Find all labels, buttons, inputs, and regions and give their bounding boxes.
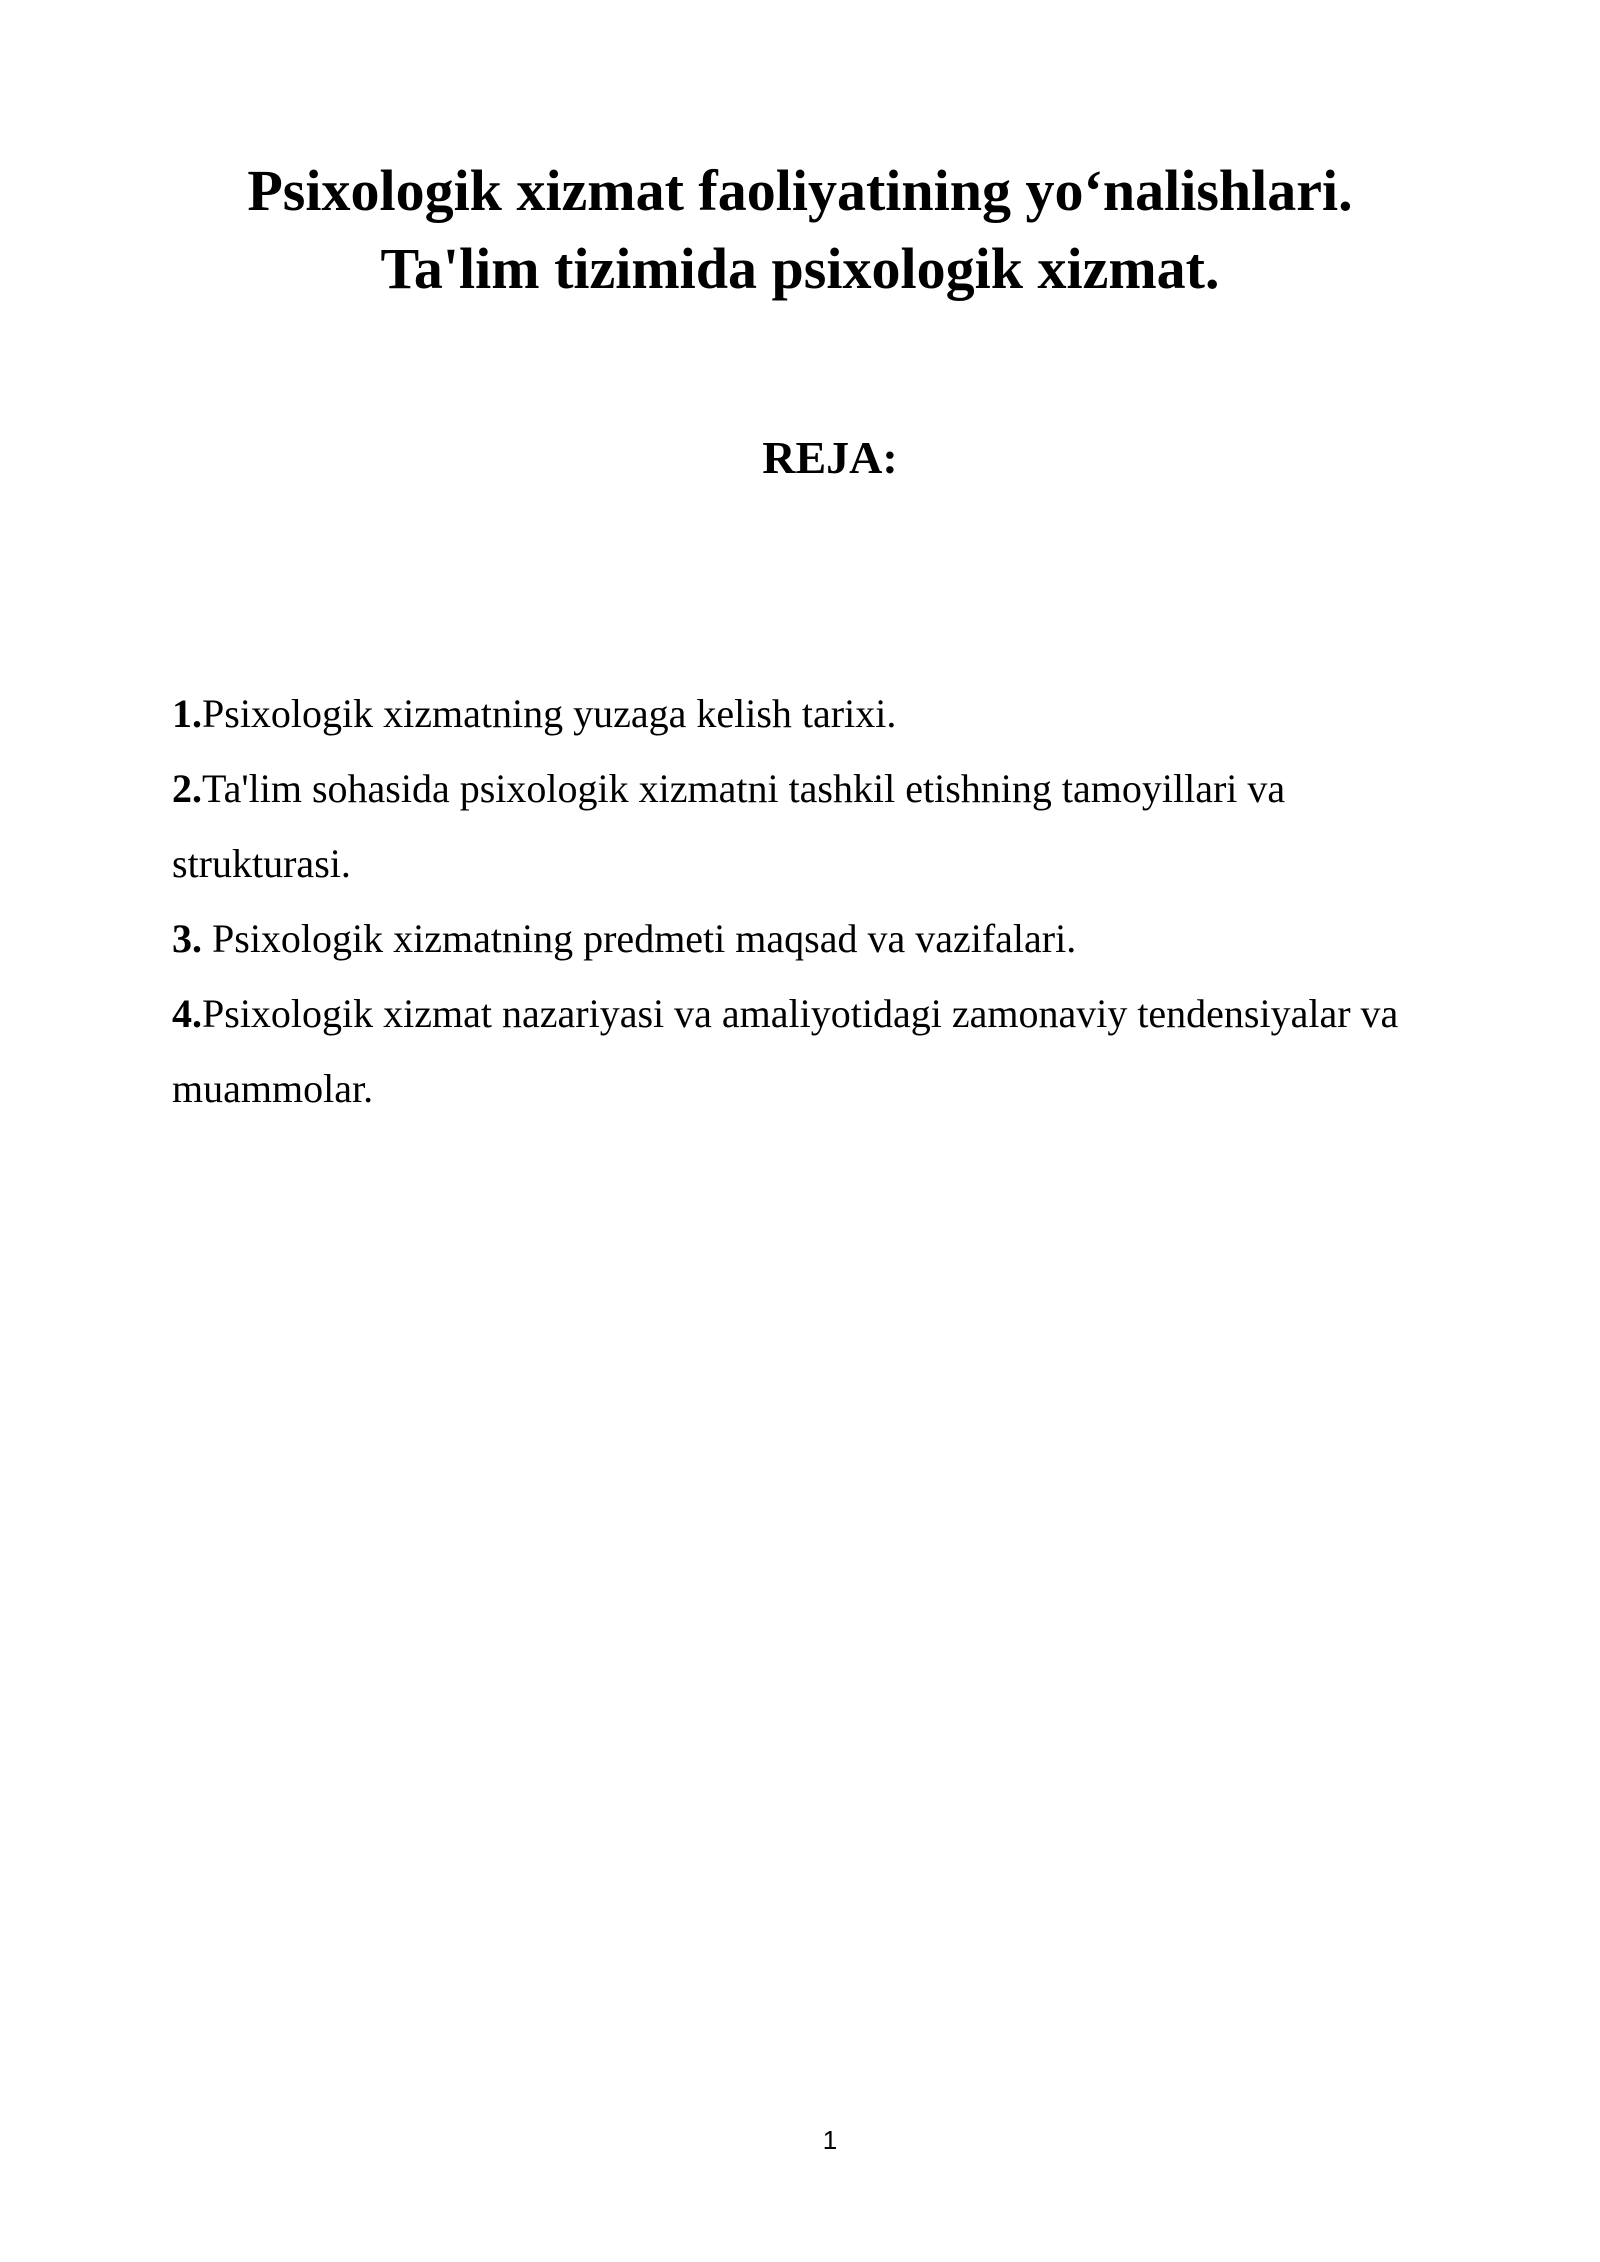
title-line-2: Ta'lim tizimida psixologik xizmat.: [380, 236, 1220, 301]
plan-item-number: 3.: [172, 916, 202, 961]
plan-item-number: 2.: [172, 766, 202, 811]
document-title: [0, 152, 1600, 308]
plan-item: [172, 751, 1472, 901]
plan-item: [172, 901, 1472, 976]
plan-list: [172, 676, 1472, 1126]
plan-item: [172, 676, 1472, 751]
title-line-1: Psixologik xizmat faoliyatining yo‘nalishlari.: [247, 158, 1353, 223]
plan-heading: REJA:: [762, 432, 898, 483]
plan-item-number: 4.: [172, 991, 202, 1036]
page-number: 1: [822, 2125, 838, 2155]
plan-item-number: 1.: [172, 691, 202, 736]
plan-item-text: Psixologik xizmatning predmeti maqsad va vazifalari.: [202, 916, 1077, 961]
plan-item-text: Ta'lim sohasida psixologik xizmatni tashkil etishning tamoyillari va strukturasi.: [172, 766, 1286, 886]
plan-item: [172, 976, 1472, 1126]
plan-item-text: Psixologik xizmat nazariyasi va amaliyotidagi zamonaviy tendensiyalar va muammolar.: [172, 991, 1399, 1111]
plan-item-text: Psixologik xizmatning yuzaga kelish tarixi.: [202, 691, 897, 736]
